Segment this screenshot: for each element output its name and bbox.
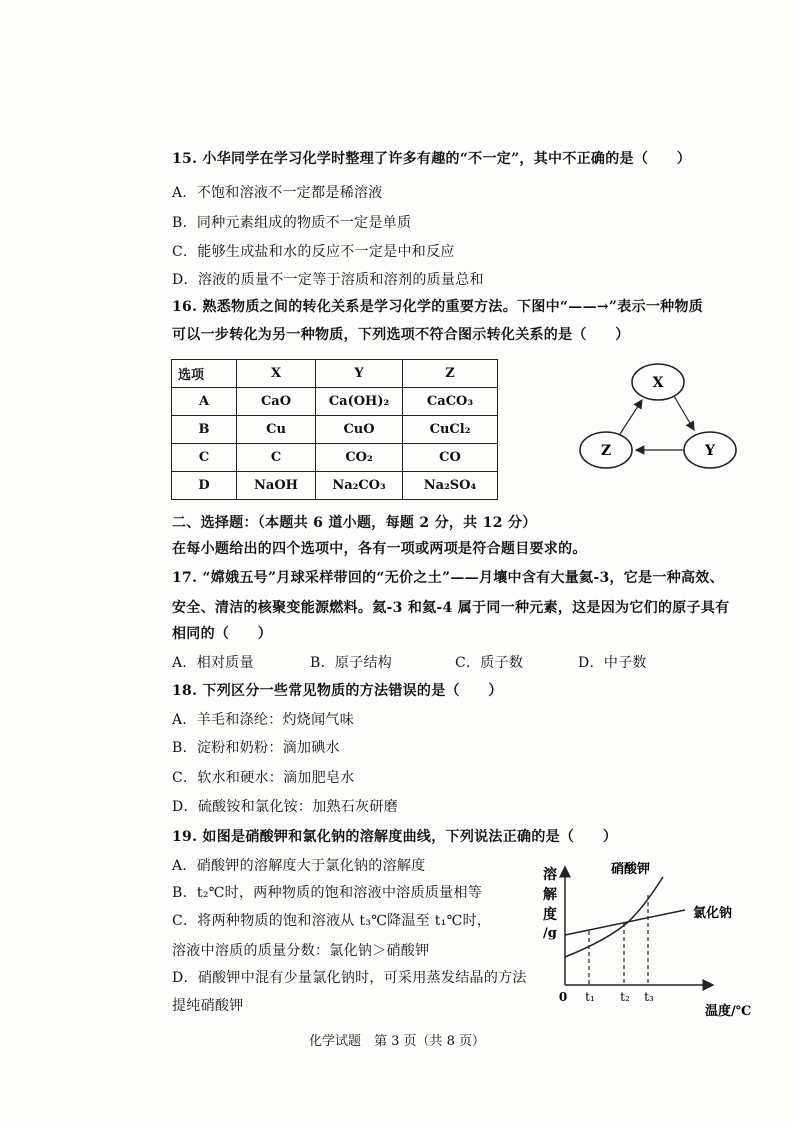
- q15-option-b: B．同种元素组成的物质不一定是单质: [172, 215, 412, 231]
- q15-option-c: C．能够生成盐和水的反应不一定是中和反应: [172, 244, 455, 260]
- section2-title: 二、选择题：（本题共 6 道小题，每题 2 分，共 12 分）: [172, 515, 537, 531]
- table-cell: B: [172, 416, 237, 444]
- conversion-diagram: [570, 360, 750, 475]
- q18-option-a: A．羊毛和涤纶：灼烧闻气味: [172, 712, 355, 728]
- table-cell: D: [172, 472, 237, 500]
- q18-option-c: C．软水和硬水：滴加肥皂水: [172, 770, 355, 786]
- table-cell: Na₂CO₃: [316, 472, 403, 500]
- page-footer: 化学试题 第 3 页（共 8 页）: [308, 1034, 486, 1049]
- table-cell: Ca(OH)₂: [316, 388, 403, 416]
- nacl-curve: [565, 910, 685, 935]
- tick-t1: t₁: [585, 990, 595, 1004]
- q17-stem-line1: 17. “嫦娥五号”月球采样带回的“无价之土”——月壤中含有大量氦-3，它是一种高效、: [172, 570, 724, 586]
- table-cell: CuO: [316, 416, 403, 444]
- q19-option-a: A．硝酸钾的溶解度大于氯化钠的溶解度: [172, 858, 426, 874]
- table-header-cell: X: [237, 360, 316, 388]
- y-axis-label-3: 度: [543, 907, 557, 923]
- y-axis-label-4: /g: [543, 926, 557, 941]
- q18-option-b: B．淀粉和奶粉：滴加碘水: [172, 740, 340, 756]
- table-cell: CuCl₂: [403, 416, 498, 444]
- kno3-label: 硝酸钾: [611, 862, 651, 877]
- tick-t2: t₂: [620, 990, 630, 1004]
- table-cell: CO: [403, 444, 498, 472]
- table-cell: A: [172, 388, 237, 416]
- origin-label: 0: [558, 990, 568, 1004]
- q19-option-d-line1: D．硝酸钾中混有少量氯化钠时，可采用蒸发结晶的方法: [172, 970, 527, 986]
- q17-option-b: B．原子结构: [310, 655, 393, 671]
- table-header-row: [172, 360, 498, 388]
- q19-option-b: B．t₂℃时，两种物质的饱和溶液中溶质质量相等: [172, 885, 483, 901]
- table-row: [172, 388, 498, 416]
- table-cell: Cu: [237, 416, 316, 444]
- y-axis-label-1: 溶: [543, 867, 557, 883]
- q19-option-c-line2: 溶液中溶质的质量分数：氯化钠＞硝酸钾: [172, 943, 430, 959]
- table-header-cell: Y: [316, 360, 403, 388]
- y-axis-label-2: 解: [543, 887, 557, 903]
- table-cell: NaOH: [237, 472, 316, 500]
- arrow-x-to-y: [674, 396, 694, 430]
- q19-option-c-line1: C．将两种物质的饱和溶液从 t₃℃降温至 t₁℃时，: [172, 913, 492, 929]
- q18-stem: 18. 下列区分一些常见物质的方法错误的是（ ）: [172, 683, 503, 699]
- table-cell: CO₂: [316, 444, 403, 472]
- node-x-label: X: [652, 375, 664, 391]
- node-z-label: Z: [600, 443, 612, 459]
- arrow-z-to-x: [620, 400, 642, 434]
- table-cell: Na₂SO₄: [403, 472, 498, 500]
- node-y-label: Y: [705, 443, 715, 459]
- q16-options-table: [171, 359, 498, 500]
- tick-t3: t₃: [644, 990, 654, 1004]
- q16-stem-line2: 可以一步转化为另一种物质，下列选项不符合图示转化关系的是（ ）: [172, 327, 630, 343]
- q18-option-d: D．硫酸铵和氯化铵：加熟石灰研磨: [172, 799, 399, 815]
- table-cell: CaCO₃: [403, 388, 498, 416]
- table-header-cell: Z: [403, 360, 498, 388]
- q16-stem-line1: 16. 熟悉物质之间的转化关系是学习化学的重要方法。下图中“——→”表示一种物质: [172, 299, 704, 315]
- q17-option-c: C．质子数: [455, 655, 524, 671]
- table-header-cell: 选项: [172, 360, 237, 388]
- table-row: [172, 416, 498, 444]
- table-cell: C: [172, 444, 237, 472]
- q17-option-a: A．相对质量: [172, 655, 254, 671]
- x-axis-label: 温度/℃: [705, 1004, 752, 1019]
- solubility-graph: [535, 855, 765, 1020]
- q17-stem-line2: 安全、清洁的核聚变能源燃料。氦-3 和氦-4 属于同一种元素，这是因为它们的原子具有: [172, 600, 730, 616]
- nacl-label: 氯化钠: [693, 906, 733, 921]
- table-cell: CaO: [237, 388, 316, 416]
- q19-option-d-line2: 提纯硝酸钾: [172, 998, 244, 1014]
- section2-desc: 在每小题给出的四个选项中，各有一项或两项是符合题目要求的。: [172, 541, 587, 557]
- q15-stem: 15. 小华同学在学习化学时整理了许多有趣的“不一定”，其中不正确的是（ ）: [172, 151, 692, 167]
- table-row: [172, 472, 498, 500]
- q17-option-d: D．中子数: [578, 655, 647, 671]
- table-cell: C: [237, 444, 316, 472]
- table-row: [172, 444, 498, 472]
- q19-stem: 19. 如图是硝酸钾和氯化钠的溶解度曲线，下列说法正确的是（ ）: [172, 829, 618, 845]
- q17-stem-line3: 相同的（ ）: [172, 626, 273, 642]
- q15-option-d: D．溶液的质量不一定等于溶质和溶剂的质量总和: [172, 272, 484, 288]
- q15-option-a: A．不饱和溶液不一定都是稀溶液: [172, 185, 383, 201]
